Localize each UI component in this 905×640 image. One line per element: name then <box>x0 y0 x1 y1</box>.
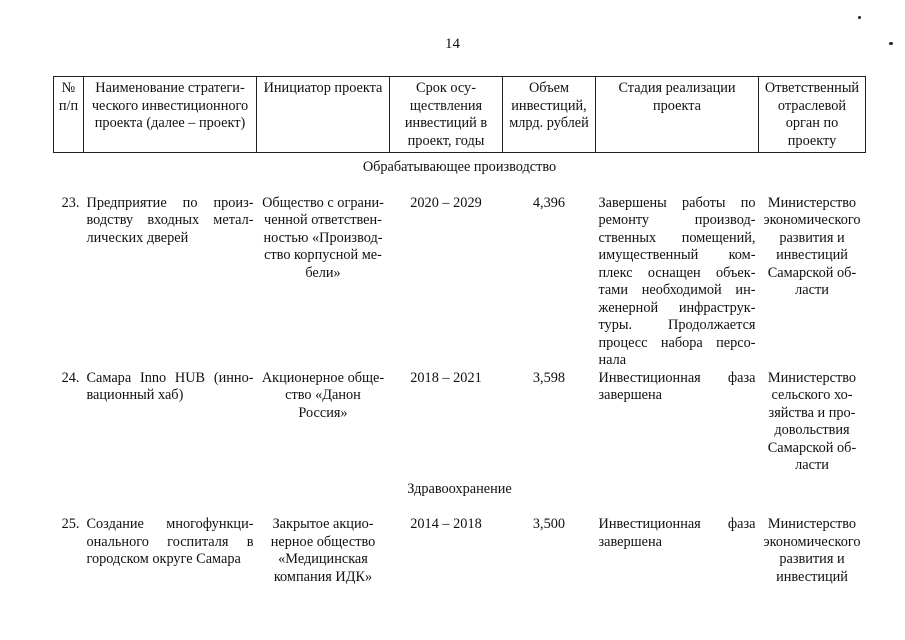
cell-organ: Министерство экономического развития и инвестиций <box>763 516 861 585</box>
section-title: Здравоохранение <box>407 480 512 497</box>
section-title: Обрабатывающее производство <box>362 159 557 175</box>
investment-projects-table <box>53 76 866 586</box>
header-volume: Объем инвестиций, млрд. рублей <box>503 77 596 153</box>
header-initiator: Инициатор проекта <box>257 77 390 153</box>
cell-number: 23. <box>61 194 80 211</box>
cell-volume: 3,500 <box>532 516 566 532</box>
cell-term: 2020 – 2029 <box>410 194 482 211</box>
cell-organ: Министерство экономического развития и инвестиций Самарской области <box>763 194 861 298</box>
cell-term: 2018 – 2021 <box>410 369 482 386</box>
cell-stage: Инвестиционная фаза завершена <box>598 369 756 403</box>
header-organ: Ответственный отраслевой орган по проекту <box>759 77 866 153</box>
header-stage: Стадия реализации проекта <box>596 77 759 153</box>
section-row <box>54 475 866 517</box>
scan-speck <box>858 16 861 19</box>
cell-stage: Завершены работы по ремонту производственных помещений, имущественный комплекс оснащен объектами необходимой инженерной инфраструктуры. Продолжается процесс набора персонала <box>598 194 756 368</box>
header-term: Срок осуществления инвестиций в проект, годы <box>390 77 503 153</box>
cell-initiator: Закрытое акционерное общество «Медицинская компания ИДК» <box>270 516 376 585</box>
cell-project-name: Самара Inno HUB (инновационный хаб) <box>86 369 254 403</box>
cell-organ: Министерство сельского хозяйства и продовольствия Самарской области <box>767 369 857 473</box>
cell-number: 25. <box>61 516 80 532</box>
cell-term: 2014 – 2018 <box>410 516 482 532</box>
section-row <box>54 153 866 195</box>
cell-project-name: Создание многофункционального госпиталя в городском округе Самара <box>86 516 254 567</box>
cell-initiator: Общество с ограниченной ответственностью «Производство корпусной мебели» <box>262 194 384 281</box>
table-row <box>54 195 866 370</box>
cell-volume: 3,598 <box>532 369 566 386</box>
cell-number: 24. <box>61 369 80 386</box>
table-row <box>54 370 866 475</box>
cell-volume: 4,396 <box>532 194 566 211</box>
cell-stage: Инвестиционная фаза завершена <box>598 516 756 550</box>
cell-project-name: Предприятие по производству входных металлических дверей <box>86 194 254 246</box>
header-number: № п/п <box>54 77 84 153</box>
table-row <box>54 516 866 586</box>
header-project-name: Наименование стратегического инвестиционного проекта (далее – проект) <box>84 77 257 153</box>
scan-speck <box>889 42 893 45</box>
cell-initiator: Акционерное общество «Данон Россия» <box>261 369 385 421</box>
table-header-row <box>54 77 866 153</box>
page-number: 14 <box>445 36 460 52</box>
